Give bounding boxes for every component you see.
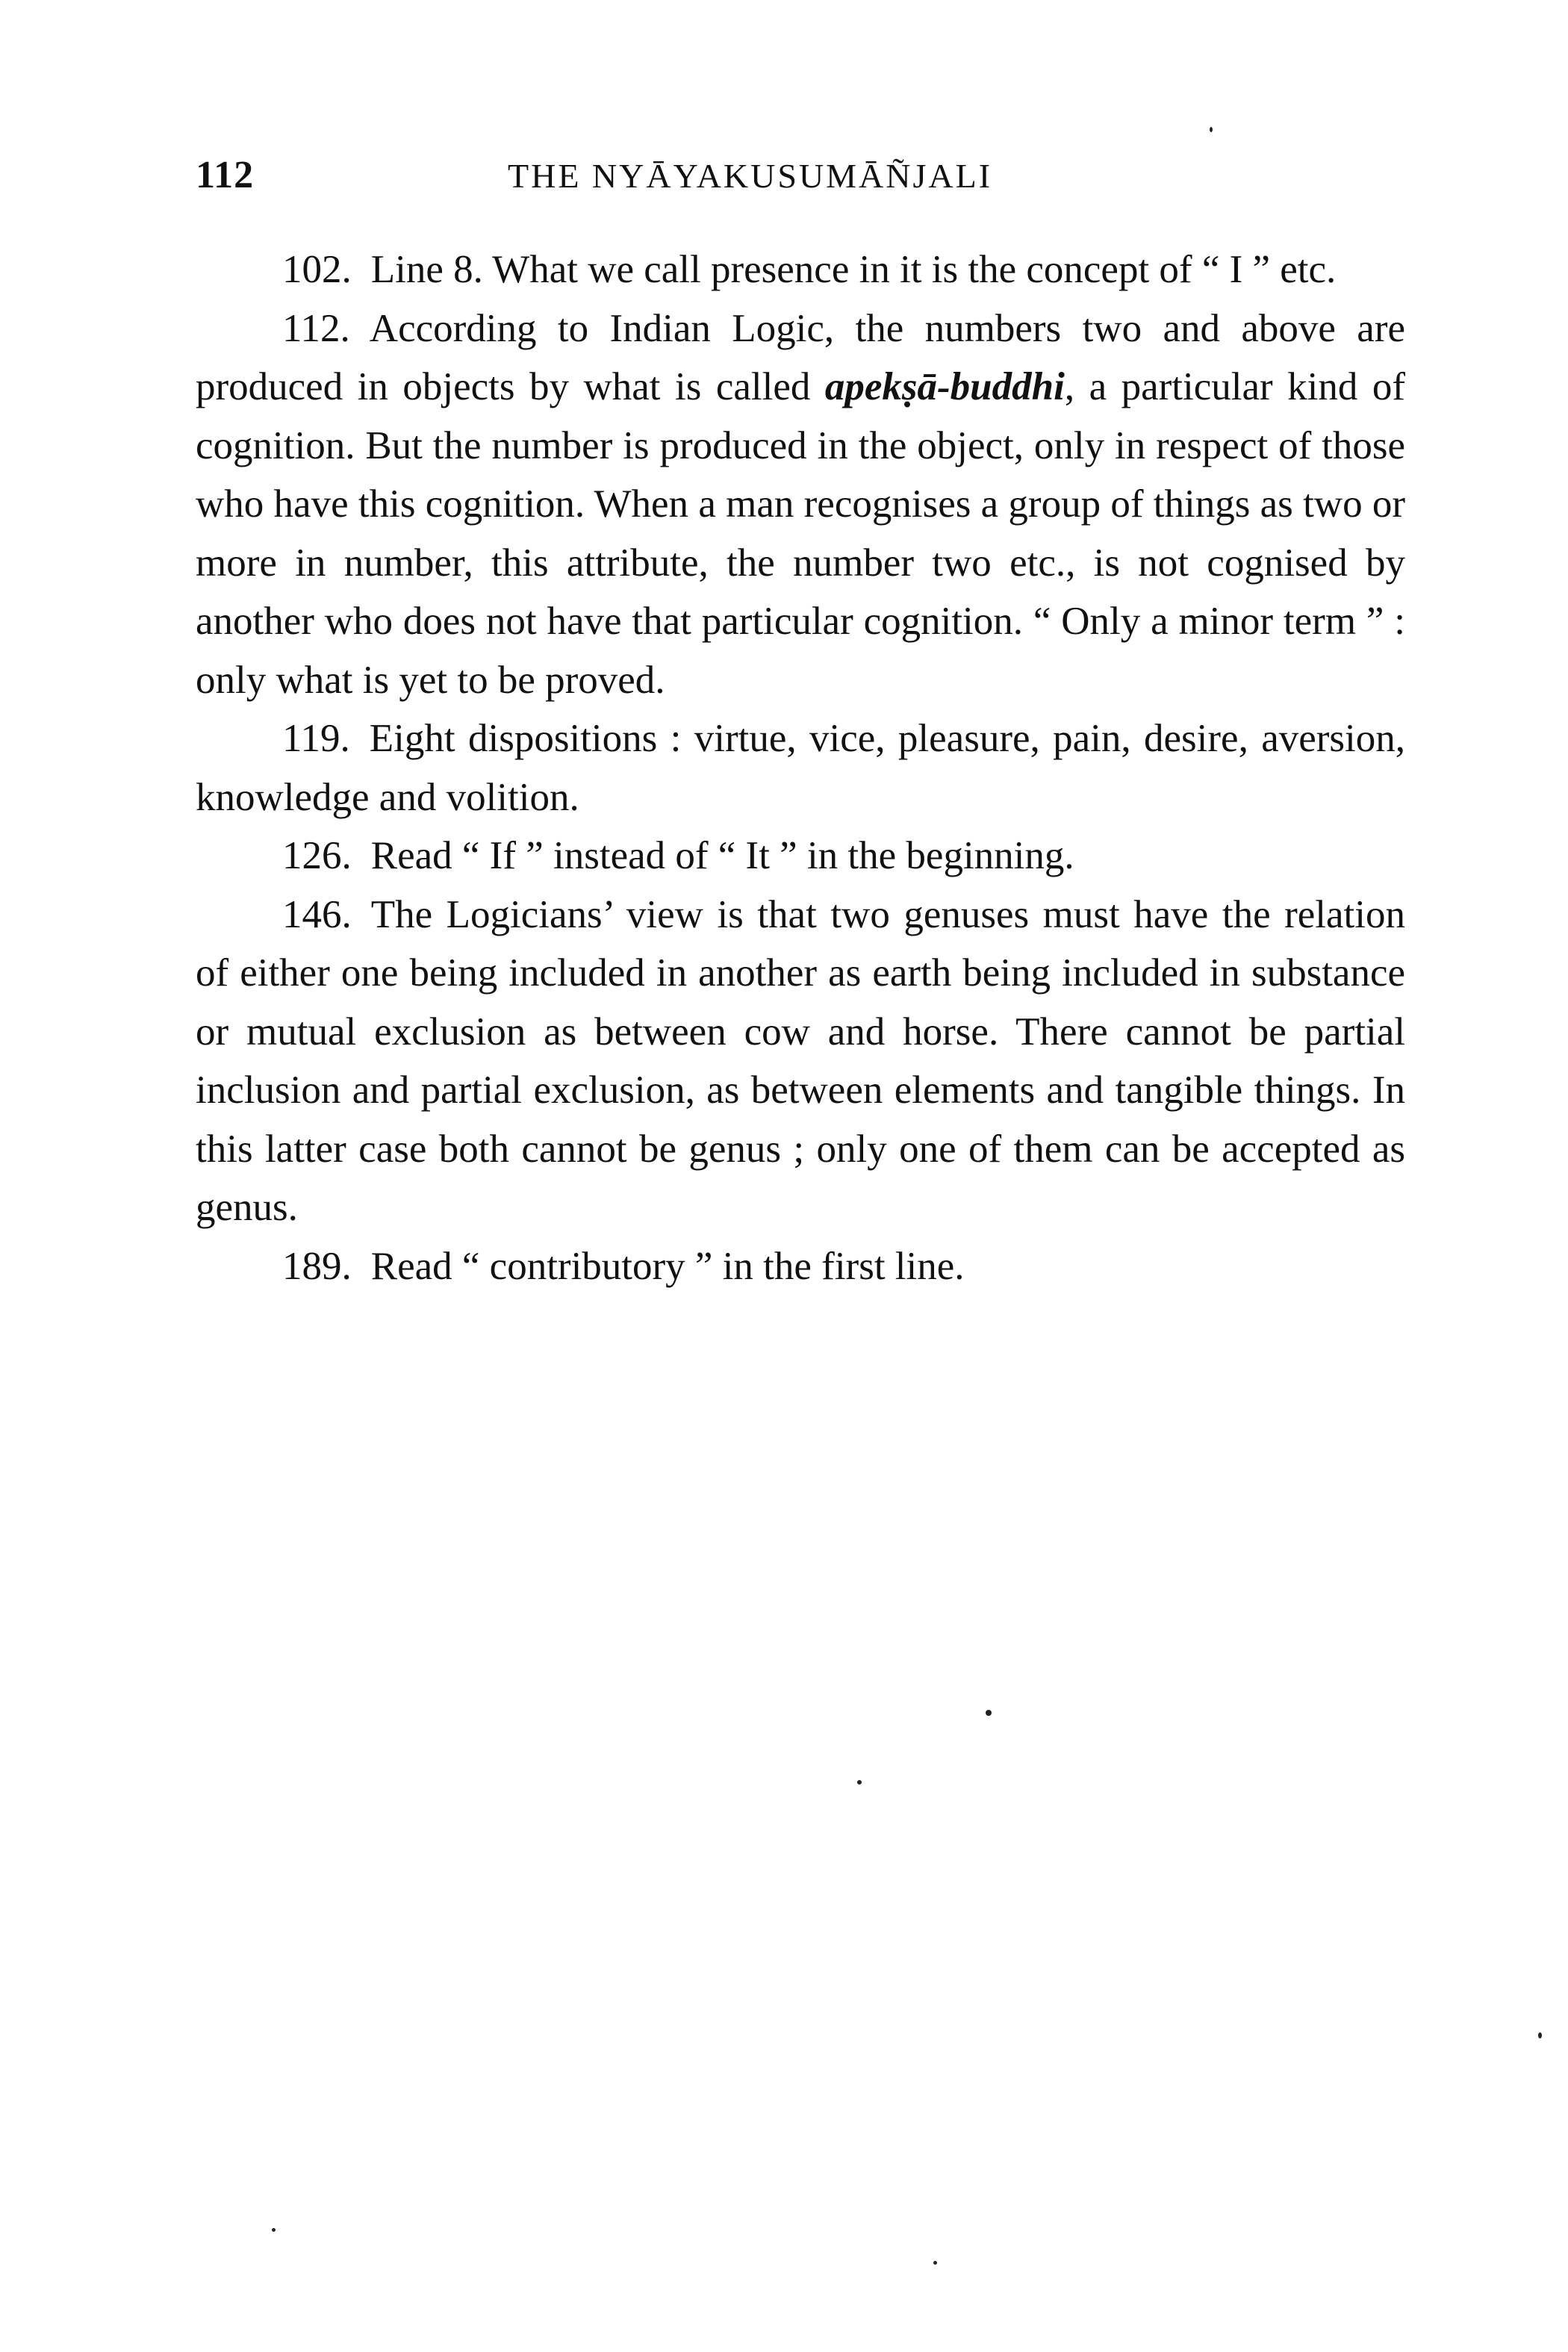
note-text: Line 8. What we call presence in it is the concept of “ I ” etc. [370, 248, 1337, 291]
note-text: According to Indian Logic, the numbers two and above are produced in objects by what is called [196, 306, 1405, 408]
note-number: 146. [282, 892, 352, 936]
speck [272, 2228, 276, 2232]
notes-body [196, 240, 1405, 1295]
note-text: Eight dispositions : virtue, vice, pleasure, pain, desire, aversion, knowledge and volition. [196, 717, 1405, 819]
note-number: 189. [282, 1244, 352, 1288]
note-number: 112. [282, 306, 350, 350]
note-number: 119. [282, 717, 350, 760]
note-189 [196, 1237, 1405, 1296]
running-header [196, 153, 1077, 205]
running-title: THE NYĀYAKUSUMĀÑJALI [508, 157, 993, 195]
speck [1210, 127, 1213, 132]
speck [933, 2261, 937, 2265]
note-number: 102. [282, 248, 352, 291]
note-112 [196, 299, 1405, 710]
speck [1538, 2032, 1542, 2038]
speck [986, 1710, 992, 1716]
note-text: , a particular kind of cognition. But the number is produced in the object, only in respect of those who have this cognition. When a man recognises a group of things as two or more in number, this attribute, the number two etc., is not cognised by another who does not have that particular cognition. “ Only a minor term ” : only what is yet to be proved. [196, 365, 1405, 702]
note-102 [196, 240, 1405, 299]
note-italic-term: apekṣā-buddhi [824, 365, 1065, 408]
note-119 [196, 709, 1405, 827]
note-146 [196, 886, 1405, 1237]
note-text: Read “ If ” instead of “ It ” in the beginning. [370, 834, 1074, 877]
note-126 [196, 827, 1405, 886]
note-text: Read “ contributory ” in the first line. [370, 1244, 965, 1288]
page-number: 112 [196, 154, 255, 196]
speck [857, 1780, 862, 1785]
note-number: 126. [282, 834, 352, 877]
note-text: The Logicians’ view is that two genuses must have the relation of either one being included in another as earth being included in substance or mutual exclusion as between cow and horse. There cannot be partial inclusion and partial exclusion, as between elements and tangible things. In this latter case both cannot be genus ; only one of them can be accepted as genus. [196, 892, 1405, 1229]
